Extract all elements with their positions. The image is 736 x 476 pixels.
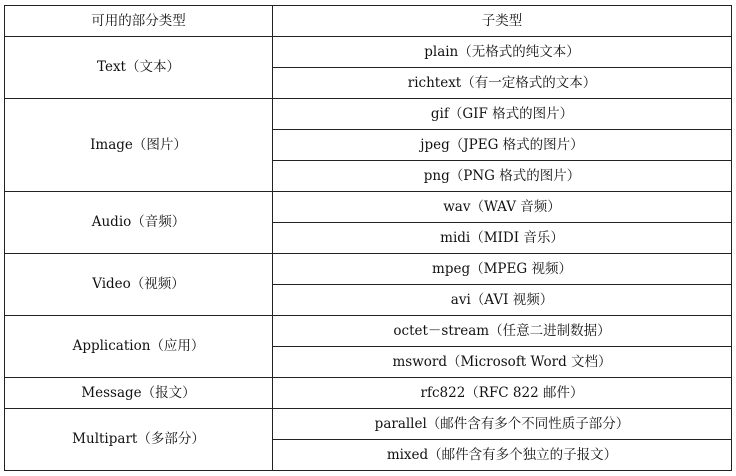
table-row	[5, 192, 732, 223]
subtype-cell: jpeg（JPEG 格式的图片）	[273, 130, 732, 161]
type-cell-multipart: Multipart（多部分）	[5, 409, 273, 471]
header-subtype: 子类型	[273, 6, 732, 37]
subtype-cell: midi（MIDI 音乐）	[273, 223, 732, 254]
subtype-cell: gif（GIF 格式的图片）	[273, 99, 732, 130]
type-cell-image: Image（图片）	[5, 99, 273, 192]
table-row	[5, 99, 732, 130]
subtype-cell: msword（Microsoft Word 文档）	[273, 347, 732, 378]
subtype-cell: plain（无格式的纯文本）	[273, 37, 732, 68]
table-header-row	[5, 6, 732, 37]
type-cell-audio: Audio（音频）	[5, 192, 273, 254]
subtype-cell: parallel（邮件含有多个不同性质子部分）	[273, 409, 732, 440]
subtype-cell: mpeg（MPEG 视频）	[273, 254, 732, 285]
subtype-cell: png（PNG 格式的图片）	[273, 161, 732, 192]
subtype-cell: rfc822（RFC 822 邮件）	[273, 378, 732, 409]
subtype-cell: octet－stream（任意二进制数据）	[273, 316, 732, 347]
header-type: 可用的部分类型	[5, 6, 273, 37]
type-cell-application: Application（应用）	[5, 316, 273, 378]
table-row	[5, 254, 732, 285]
table-row	[5, 378, 732, 409]
table-row	[5, 409, 732, 440]
subtype-cell: avi（AVI 视频）	[273, 285, 732, 316]
mime-types-table	[4, 5, 732, 471]
type-cell-video: Video（视频）	[5, 254, 273, 316]
subtype-cell: mixed（邮件含有多个独立的子报文）	[273, 440, 732, 471]
type-cell-message: Message（报文）	[5, 378, 273, 409]
subtype-cell: wav（WAV 音频）	[273, 192, 732, 223]
table-row	[5, 316, 732, 347]
subtype-cell: richtext（有一定格式的文本）	[273, 68, 732, 99]
type-cell-text: Text（文本）	[5, 37, 273, 99]
table-row	[5, 37, 732, 68]
